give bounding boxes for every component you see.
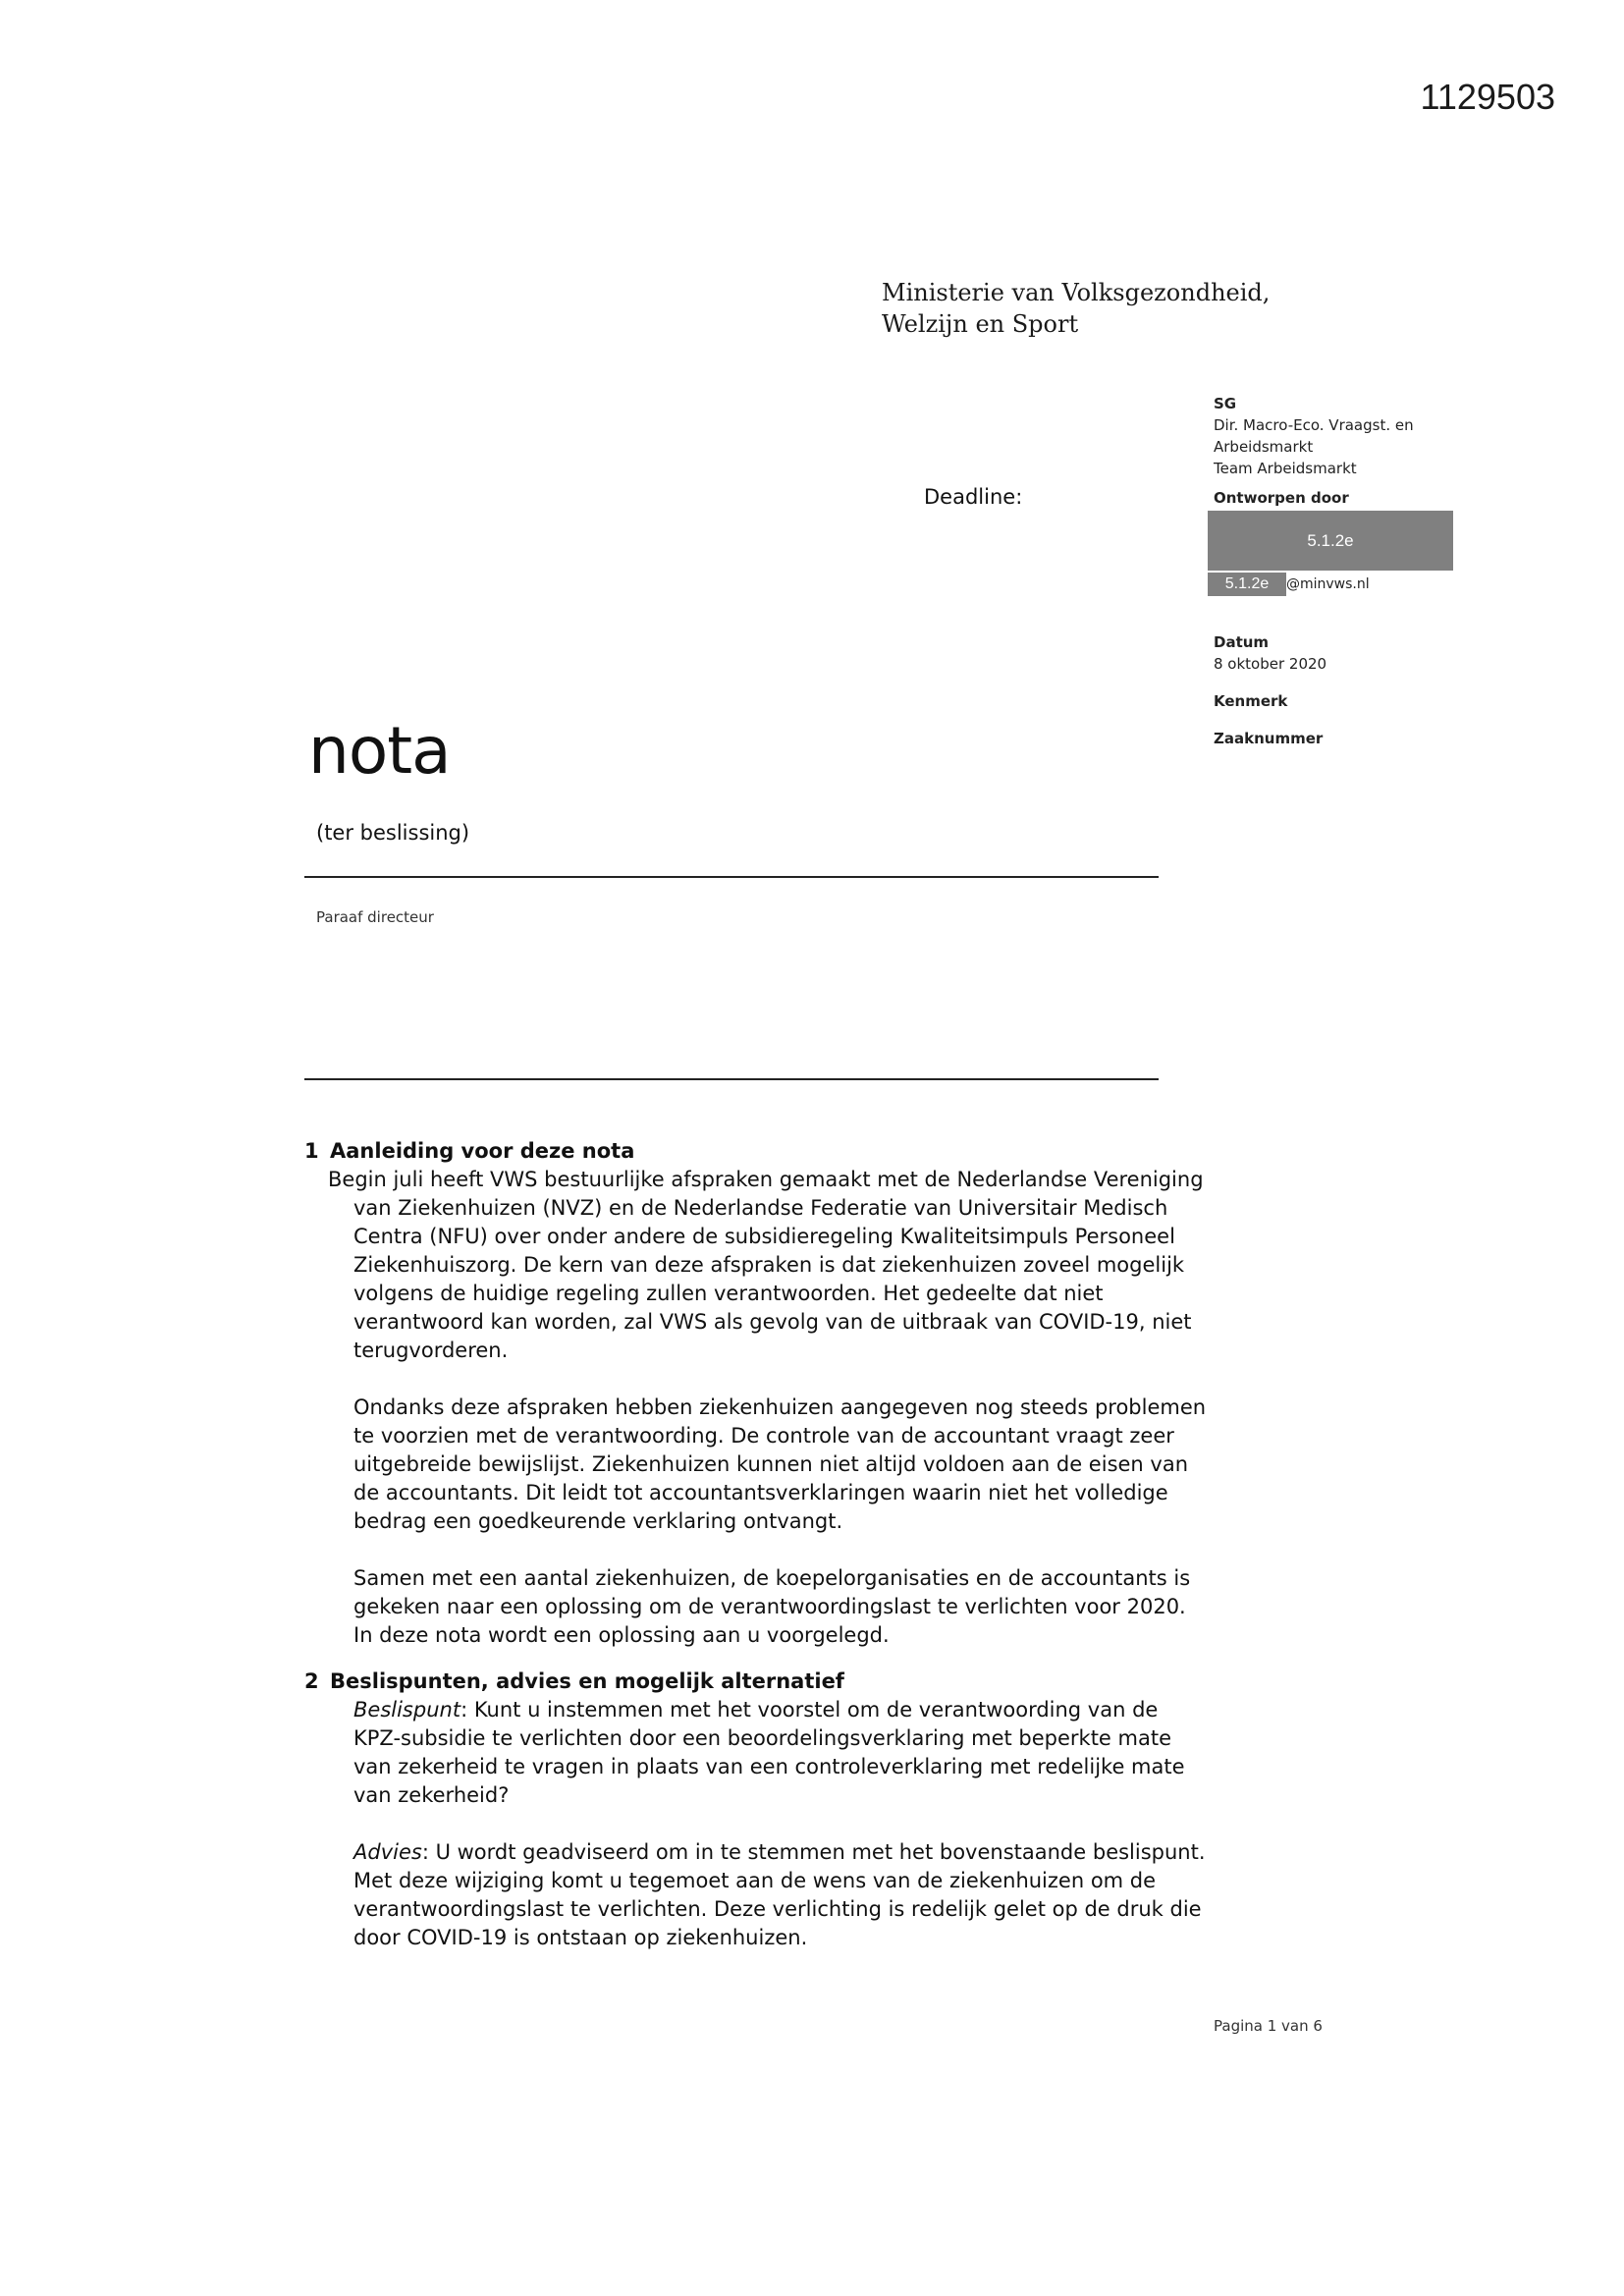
meta-sidebar [1214,393,1469,749]
case-number-label: Zaaknummer [1214,730,1324,747]
document-body [304,1137,1208,1981]
ministry-line-2: Welzijn en Sport [882,310,1079,338]
ministry-logo-text [882,277,1270,340]
deadline-label: Deadline: [924,485,1023,509]
designed-by-label: Ontworpen door [1214,489,1349,507]
paragraph: Ondanks deze afspraken hebben ziekenhuizen aangegeven nog steeds problemen te voorzien met de verantwoording. De controle van de accountant vraagt zeer uitgebreide bewijslijst. Ziekenhuizen kunnen niet altijd voldoen aan de eisen van de accountants. Dit leidt tot accountantsverklaringen waarin niet het volledige bedrag een goedkeurende verklaring ontvangt. [353,1395,1207,1533]
paraaf-label: Paraaf directeur [316,908,434,926]
section-number: 2 [304,1669,319,1693]
paragraph: Begin juli heeft VWS bestuurlijke afspraken gemaakt met de Nederlandse Vereniging van Ziekenhuizen (NVZ) en de Nederlandse Federatie van Universitair Medisch Centra (NFU) over onder andere de subsidieregeling Kwaliteitsimpuls Personeel Ziekenhuiszorg. De kern van deze afspraken is dat ziekenhuizen zoveel mogelijk volgens de huidige regeling zullen verantwoorden. Het gedeelte dat niet verantwoord kan worden, zal VWS als gevolg van de uitbraak van COVID-19, niet terugvorderen. [328,1168,1204,1362]
advies-paragraph [353,1838,1208,1952]
document-subtitle: (ter beslissing) [316,821,470,845]
beslispunt-label: Beslispunt [353,1698,461,1722]
paragraph: Samen met een aantal ziekenhuizen, de koepelorganisaties en de accountants is gekeken naar een oplossing om de verantwoordingslast te verlichten voor 2020. In deze nota wordt een oplossing aan u voorgelegd. [353,1566,1191,1647]
reference-label: Kenmerk [1214,692,1288,710]
page-footer: Pagina 1 van 6 [1214,2017,1323,2035]
ministry-line-1: Ministerie van Volksgezondheid, [882,279,1271,306]
advies-text: : U wordt geadviseerd om in te stemmen met het bovenstaande beslispunt. Met deze wijziging komt u tegemoet aan de wens van de ziekenhuizen om de verantwoordingslast te verlichten. Deze verlichting is redelijk gelet op de druk die door COVID-19 is ontstaan op ziekenhuizen. [353,1840,1206,1949]
beslispunt-paragraph [353,1696,1208,1810]
org-head: SG [1214,395,1237,412]
beslispunt-text: : Kunt u instemmen met het voorstel om de verantwoording van de KPZ-subsidie te verlichten door een beoordelingsverklaring met beperkte mate van zekerheid te vragen in plaats van een controleverklaring met redelijke mate van zekerheid? [353,1698,1185,1807]
divider-top [304,876,1159,878]
section-title: Aanleiding voor deze nota [330,1139,635,1163]
date-value: 8 oktober 2020 [1214,655,1327,673]
redacted-email: 5.1.2e [1208,573,1286,596]
advies-label: Advies [353,1840,422,1864]
section-heading [304,1137,1208,1166]
date-label: Datum [1214,633,1270,651]
document-number: 1129503 [1420,77,1555,117]
redacted-name: 5.1.2e [1208,511,1453,571]
email-domain: @minvws.nl [1286,576,1370,592]
divider-bottom [304,1078,1159,1080]
org-line: Dir. Macro-Eco. Vraagst. en [1214,416,1414,434]
document-title: nota [308,713,451,789]
section-heading [304,1667,1208,1696]
org-line: Team Arbeidsmarkt [1214,460,1357,477]
email-row [1214,573,1469,596]
section-title: Beslispunten, advies en mogelijk alternatief [330,1669,844,1693]
section-number: 1 [304,1139,319,1163]
org-line: Arbeidsmarkt [1214,438,1314,456]
